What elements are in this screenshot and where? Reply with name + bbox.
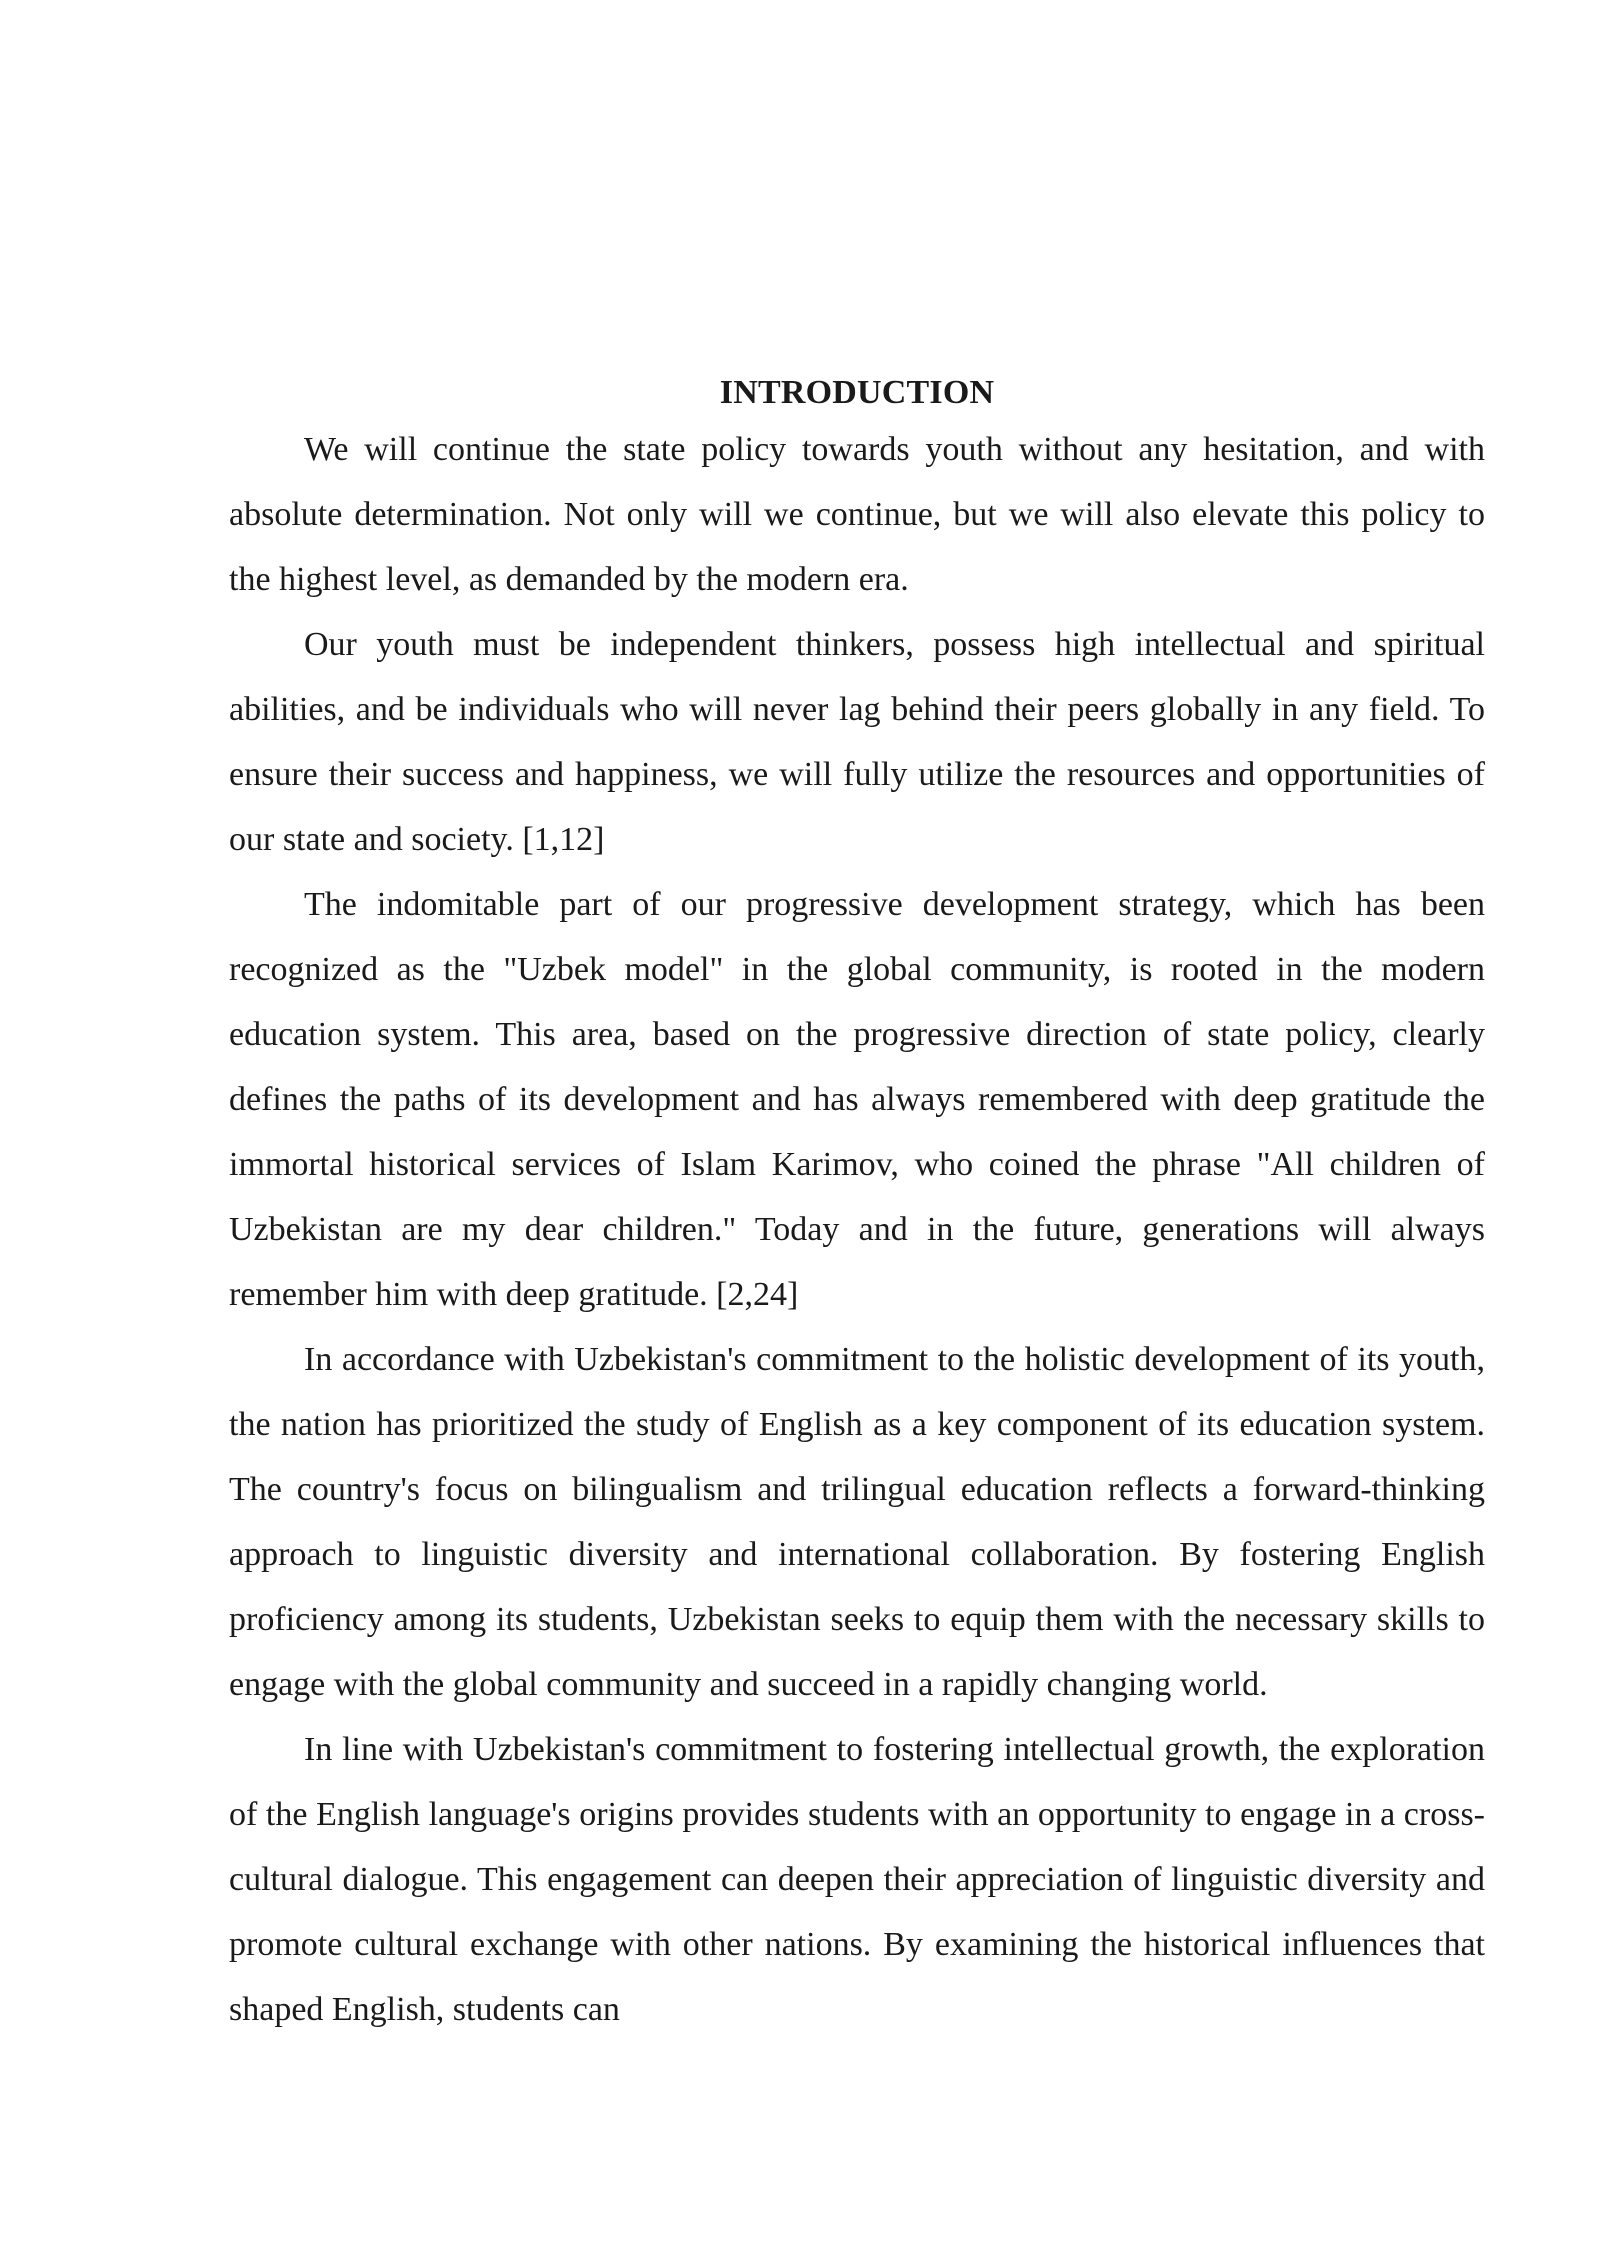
document-title: INTRODUCTION	[719, 374, 995, 411]
paragraph-1: We will continue the state policy towards youth without any hesitation, and with absolute determination. Not only will we continue, but we will also elevate this policy to the highest level, as demanded by the modern era.	[229, 431, 1485, 598]
document-page	[229, 368, 1485, 2042]
paragraph-4: In accordance with Uzbekistan's commitment to the holistic development of its youth, the nation has prioritized the study of English as a key component of its education system. The country's focus on bilingualism and trilingual education reflects a forward-thinking approach to linguistic diversity and international collaboration. By fostering English proficiency among its students, Uzbekistan seeks to equip them with the necessary skills to engage with the global community and succeed in a rapidly changing world.	[229, 1341, 1485, 1703]
paragraph-2: Our youth must be independent thinkers, possess high intellectual and spiritual abilities, and be individuals who will never lag behind their peers globally in any field. To ensure their success and happiness, we will fully utilize the resources and opportunities of our state and society. [1,12]	[229, 626, 1485, 858]
paragraph-5: In line with Uzbekistan's commitment to fostering intellectual growth, the exploration of the English language's origins provides students with an opportunity to engage in a cross-cultural dialogue. This engagement can deepen their appreciation of linguistic diversity and promote cultural exchange with other nations. By examining the historical influences that shaped English, students can	[229, 1731, 1485, 2028]
paragraph-3: The indomitable part of our progressive development strategy, which has been recognized as the "Uzbek model" in the global community, is rooted in the modern education system. This area, based on the progressive direction of state policy, clearly defines the paths of its development and has always remembered with deep gratitude the immortal historical services of Islam Karimov, who coined the phrase "All children of Uzbekistan are my dear children." Today and in the future, generations will always remember him with deep gratitude. [2,24]	[229, 886, 1485, 1313]
